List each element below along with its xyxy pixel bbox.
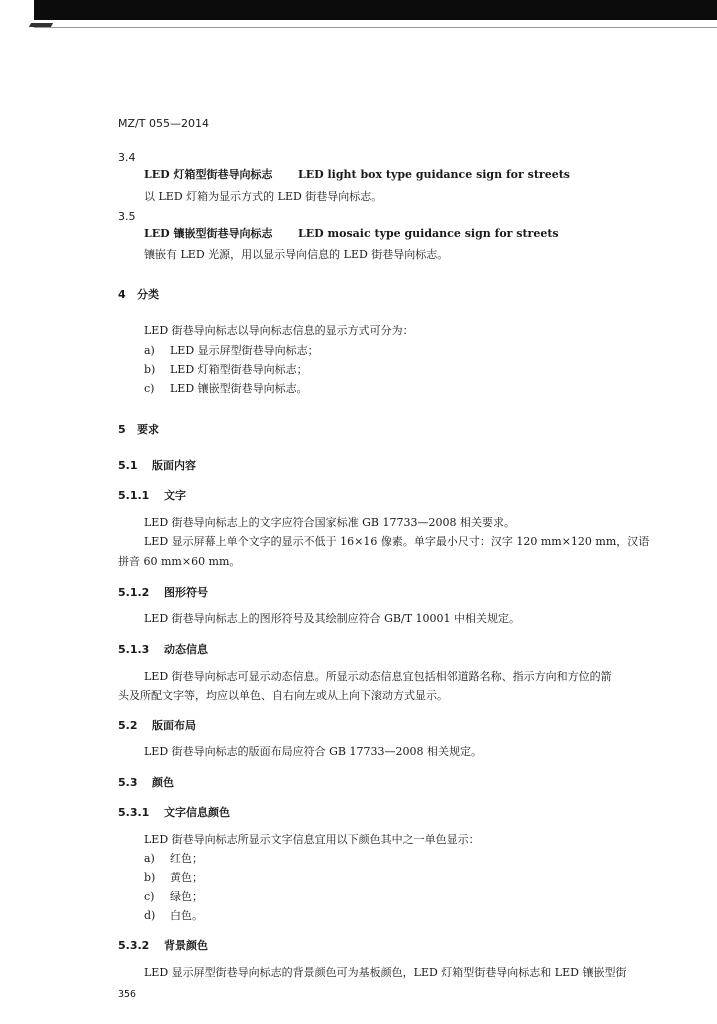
paragraph-5-2: LED 街巷导向标志的版面布局应符合 GB 17733—2008 相关规定。 [144, 745, 482, 758]
clause-number-3-4: 3.4 [118, 151, 136, 164]
list-item-5-3-1a: 红色； [170, 852, 203, 865]
clause-number-5-1-2: 5.1.2 [118, 586, 150, 599]
clause-title-5-1: 版面内容 [152, 459, 196, 472]
list-item-5-3-1c: 绿色； [170, 890, 203, 903]
section-title-4: 分类 [137, 288, 159, 301]
list-mark-5-3-1d: d) [144, 909, 156, 922]
definition-3-5: 镶嵌有 LED 光源，用以显示导向信息的 LED 街巷导向标志。 [144, 248, 449, 261]
definition-3-4: 以 LED 灯箱为显示方式的 LED 街巷导向标志。 [144, 190, 383, 203]
term-3-4-chinese: LED 灯箱型街巷导向标志 [144, 168, 273, 181]
term-3-4-english: LED light box type guidance sign for streets [298, 168, 570, 181]
clause-number-5-3-1: 5.3.1 [118, 806, 150, 819]
section-title-5: 要求 [137, 423, 159, 436]
clause-title-5-3: 颜色 [152, 776, 174, 789]
clause-number-5-1-3: 5.1.3 [118, 643, 150, 656]
paragraph-5-1-1-b-line1: LED 显示屏幕上单个文字的显示不低于 16×16 像素。单字最小尺寸：汉字 120 mm×120 mm，汉语 [144, 535, 650, 548]
list-mark-5-3-1b: b) [144, 871, 156, 884]
section-4-intro: LED 街巷导向标志以导向标志信息的显示方式可分为： [144, 324, 414, 337]
paragraph-5-1-3-line2: 头及所配文字等，均应以单色、自右向左或从上向下滚动方式显示。 [118, 689, 448, 702]
paragraph-5-1-1-a: LED 街巷导向标志上的文字应符合国家标准 GB 17733—2008 相关要求。 [144, 516, 515, 529]
standard-code: MZ/T 055—2014 [118, 117, 209, 130]
clause-title-5-3-1: 文字信息颜色 [164, 806, 230, 819]
clause-number-5-1: 5.1 [118, 459, 138, 472]
clause-title-5-1-3: 动态信息 [164, 643, 208, 656]
clause-number-5-2: 5.2 [118, 719, 138, 732]
term-3-5-chinese: LED 镶嵌型街巷导向标志 [144, 227, 273, 240]
list-item-5-3-1b: 黄色； [170, 871, 203, 884]
list-item-5-3-1d: 白色。 [170, 909, 203, 922]
section-number-4: 4 [118, 288, 126, 301]
list-item-4b: LED 灯箱型街巷导向标志； [170, 363, 308, 376]
list-item-4c: LED 镶嵌型街巷导向标志。 [170, 382, 308, 395]
clause-title-5-1-2: 图形符号 [164, 586, 208, 599]
list-mark-4b: b) [144, 363, 156, 376]
section-number-5: 5 [118, 423, 126, 436]
section-5-3-1-intro: LED 街巷导向标志所显示文字信息宜用以下颜色其中之一单色显示： [144, 833, 480, 846]
list-mark-5-3-1c: c) [144, 890, 155, 903]
top-scan-bar [34, 0, 717, 20]
paragraph-5-1-3-line1: LED 街巷导向标志可显示动态信息。所显示动态信息宜包括相邻道路名称、指示方向和方位的箭 [144, 670, 612, 683]
clause-title-5-1-1: 文字 [164, 489, 186, 502]
clause-number-5-3-2: 5.3.2 [118, 939, 150, 952]
paragraph-5-1-2: LED 街巷导向标志上的图形符号及其绘制应符合 GB/T 10001 中相关规定。 [144, 612, 521, 625]
clause-number-3-5: 3.5 [118, 210, 136, 223]
clause-number-5-1-1: 5.1.1 [118, 489, 150, 502]
list-mark-4c: c) [144, 382, 155, 395]
clause-number-5-3: 5.3 [118, 776, 138, 789]
list-mark-4a: a) [144, 344, 155, 357]
list-item-4a: LED 显示屏型街巷导向标志； [170, 344, 319, 357]
clause-title-5-3-2: 背景颜色 [164, 939, 208, 952]
page-number: 356 [118, 989, 137, 1000]
list-mark-5-3-1a: a) [144, 852, 155, 865]
paragraph-5-1-1-b-line2: 拼音 60 mm×60 mm。 [118, 555, 241, 568]
term-3-5-english: LED mosaic type guidance sign for streets [298, 227, 559, 240]
header-rule [34, 27, 717, 28]
paragraph-5-3-2: LED 显示屏型街巷导向标志的背景颜色可为基板颜色，LED 灯箱型街巷导向标志和 LED 镶嵌型街 [144, 966, 627, 979]
clause-title-5-2: 版面布局 [152, 719, 196, 732]
